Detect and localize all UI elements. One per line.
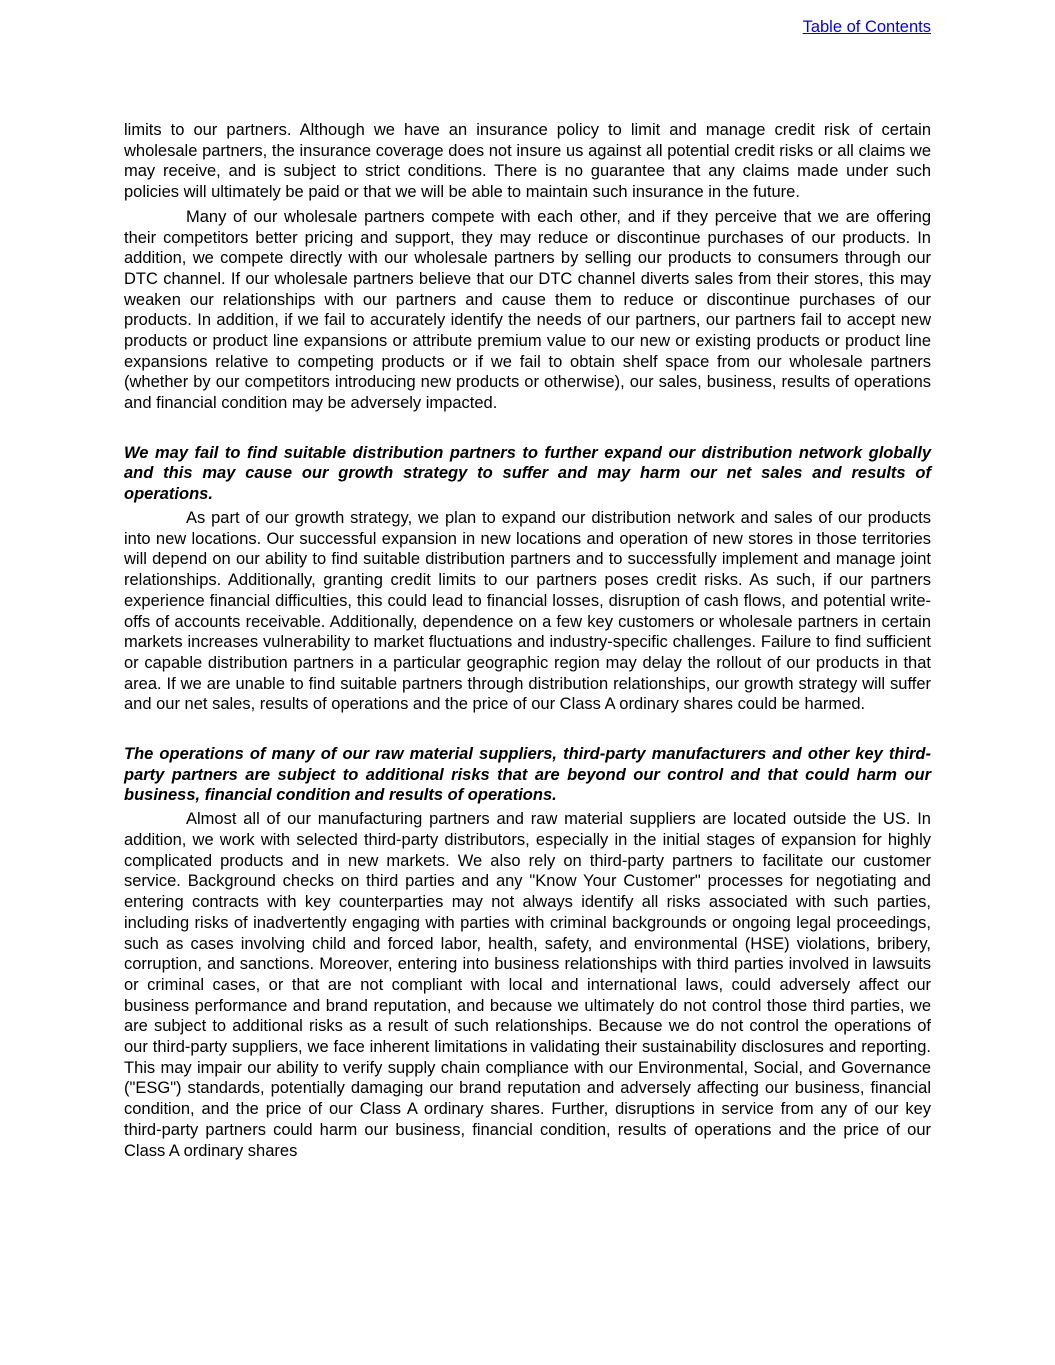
risk-heading-distribution-partners: We may fail to find suitable distribution partners to further expand our distribution network globally and this may cause our growth strategy to suffer and may harm our net sales and results of operations. xyxy=(124,443,931,503)
paragraph-credit-limits: limits to our partners. Although we have an insurance policy to limit and manage credit risk of certain wholesale partners, the insurance coverage does not insure us against all potential credit risks or all claims we may receive, and is subject to strict conditions. There is no guarantee that any claims made under such policies will ultimately be paid or that we will be able to maintain such insurance in the future. xyxy=(124,121,931,202)
paragraph-distribution-expansion: As part of our growth strategy, we plan to expand our distribution network and sales of our products into new locations. Our successful expansion in new locations and operation of new stores in those territories will depend on our ability to find suitable distribution partners and to successfully implement and manage joint relationships. Additionally, granting credit limits to our partners poses credit risks. As such, if our partners experience financial difficulties, this could lead to financial losses, disruption of cash flows, and potential write-offs of accounts receivable. Additionally, dependence on a few key customers or wholesale partners in certain markets increases vulnerability to market fluctuations and industry-specific challenges. Failure to find sufficient or capable distribution partners in a particular geographic region may delay the rollout of our products in that area. If we are unable to find suitable partners through distribution relationships, our growth strategy will suffer and our net sales, results of operations and the price of our Class A ordinary shares could be harmed. xyxy=(124,509,931,714)
document-body xyxy=(124,120,931,1165)
paragraph-third-party-risks: Almost all of our manufacturing partners and raw material suppliers are located outside the US. In addition, we work with selected third-party distributors, especially in the initial stages of expansion for highly complicated products and in new markets. We also rely on third-party partners to facilitate our customer service. Background checks on third parties and any "Know Your Customer" processes for negotiating and entering contracts with key counterparties may not always identify all risks associated with such parties, including risks of inadvertently engaging with parties with criminal backgrounds or ongoing legal proceedings, such as cases involving child and forced labor, health, safety, and environmental (HSE) violations, bribery, corruption, and sanctions. Moreover, entering into business relationships with third parties involved in lawsuits or criminal cases, or that are not compliant with local and international laws, could adversely affect our business performance and brand reputation, and because we ultimately do not control those third parties, we are subject to additional risks as a result of such relationships. Because we do not control the operations of our third-party suppliers, we face inherent limitations in validating their sustainability disclosures and reporting. This may impair our ability to verify supply chain compliance with our Environmental, Social, and Governance ("ESG") standards, potentially damaging our brand reputation and adversely affecting our business, financial condition, and the price of our Class A ordinary shares. Further, disruptions in service from any of our key third-party partners could harm our business, financial condition, results of operations and the price of our Class A ordinary shares xyxy=(124,810,931,1160)
table-of-contents-link[interactable]: Table of Contents xyxy=(802,18,931,36)
paragraph-wholesale-competition: Many of our wholesale partners compete with each other, and if they perceive that we are offering their competitors better pricing and support, they may reduce or discontinue purchases of our products. In addition, we compete directly with our wholesale partners by selling our products to consumers through our DTC channel. If our wholesale partners believe that our DTC channel diverts sales from their stores, this may weaken our relationships with our partners and cause them to reduce or discontinue purchases of our products. In addition, if we fail to accurately identify the needs of our partners, our partners fail to accept new products or product line expansions or attribute premium value to our new or existing products or product line expansions relative to competing products or if we fail to obtain shelf space from our wholesale partners (whether by our competitors introducing new products or otherwise), our sales, business, results of operations and financial condition may be adversely impacted. xyxy=(124,207,931,413)
risk-heading-third-party-operations: The operations of many of our raw material suppliers, third-party manufacturers and other key third-party partners are subject to additional risks that are beyond our control and that could harm our business, financial condition and results of operations. xyxy=(124,745,931,804)
